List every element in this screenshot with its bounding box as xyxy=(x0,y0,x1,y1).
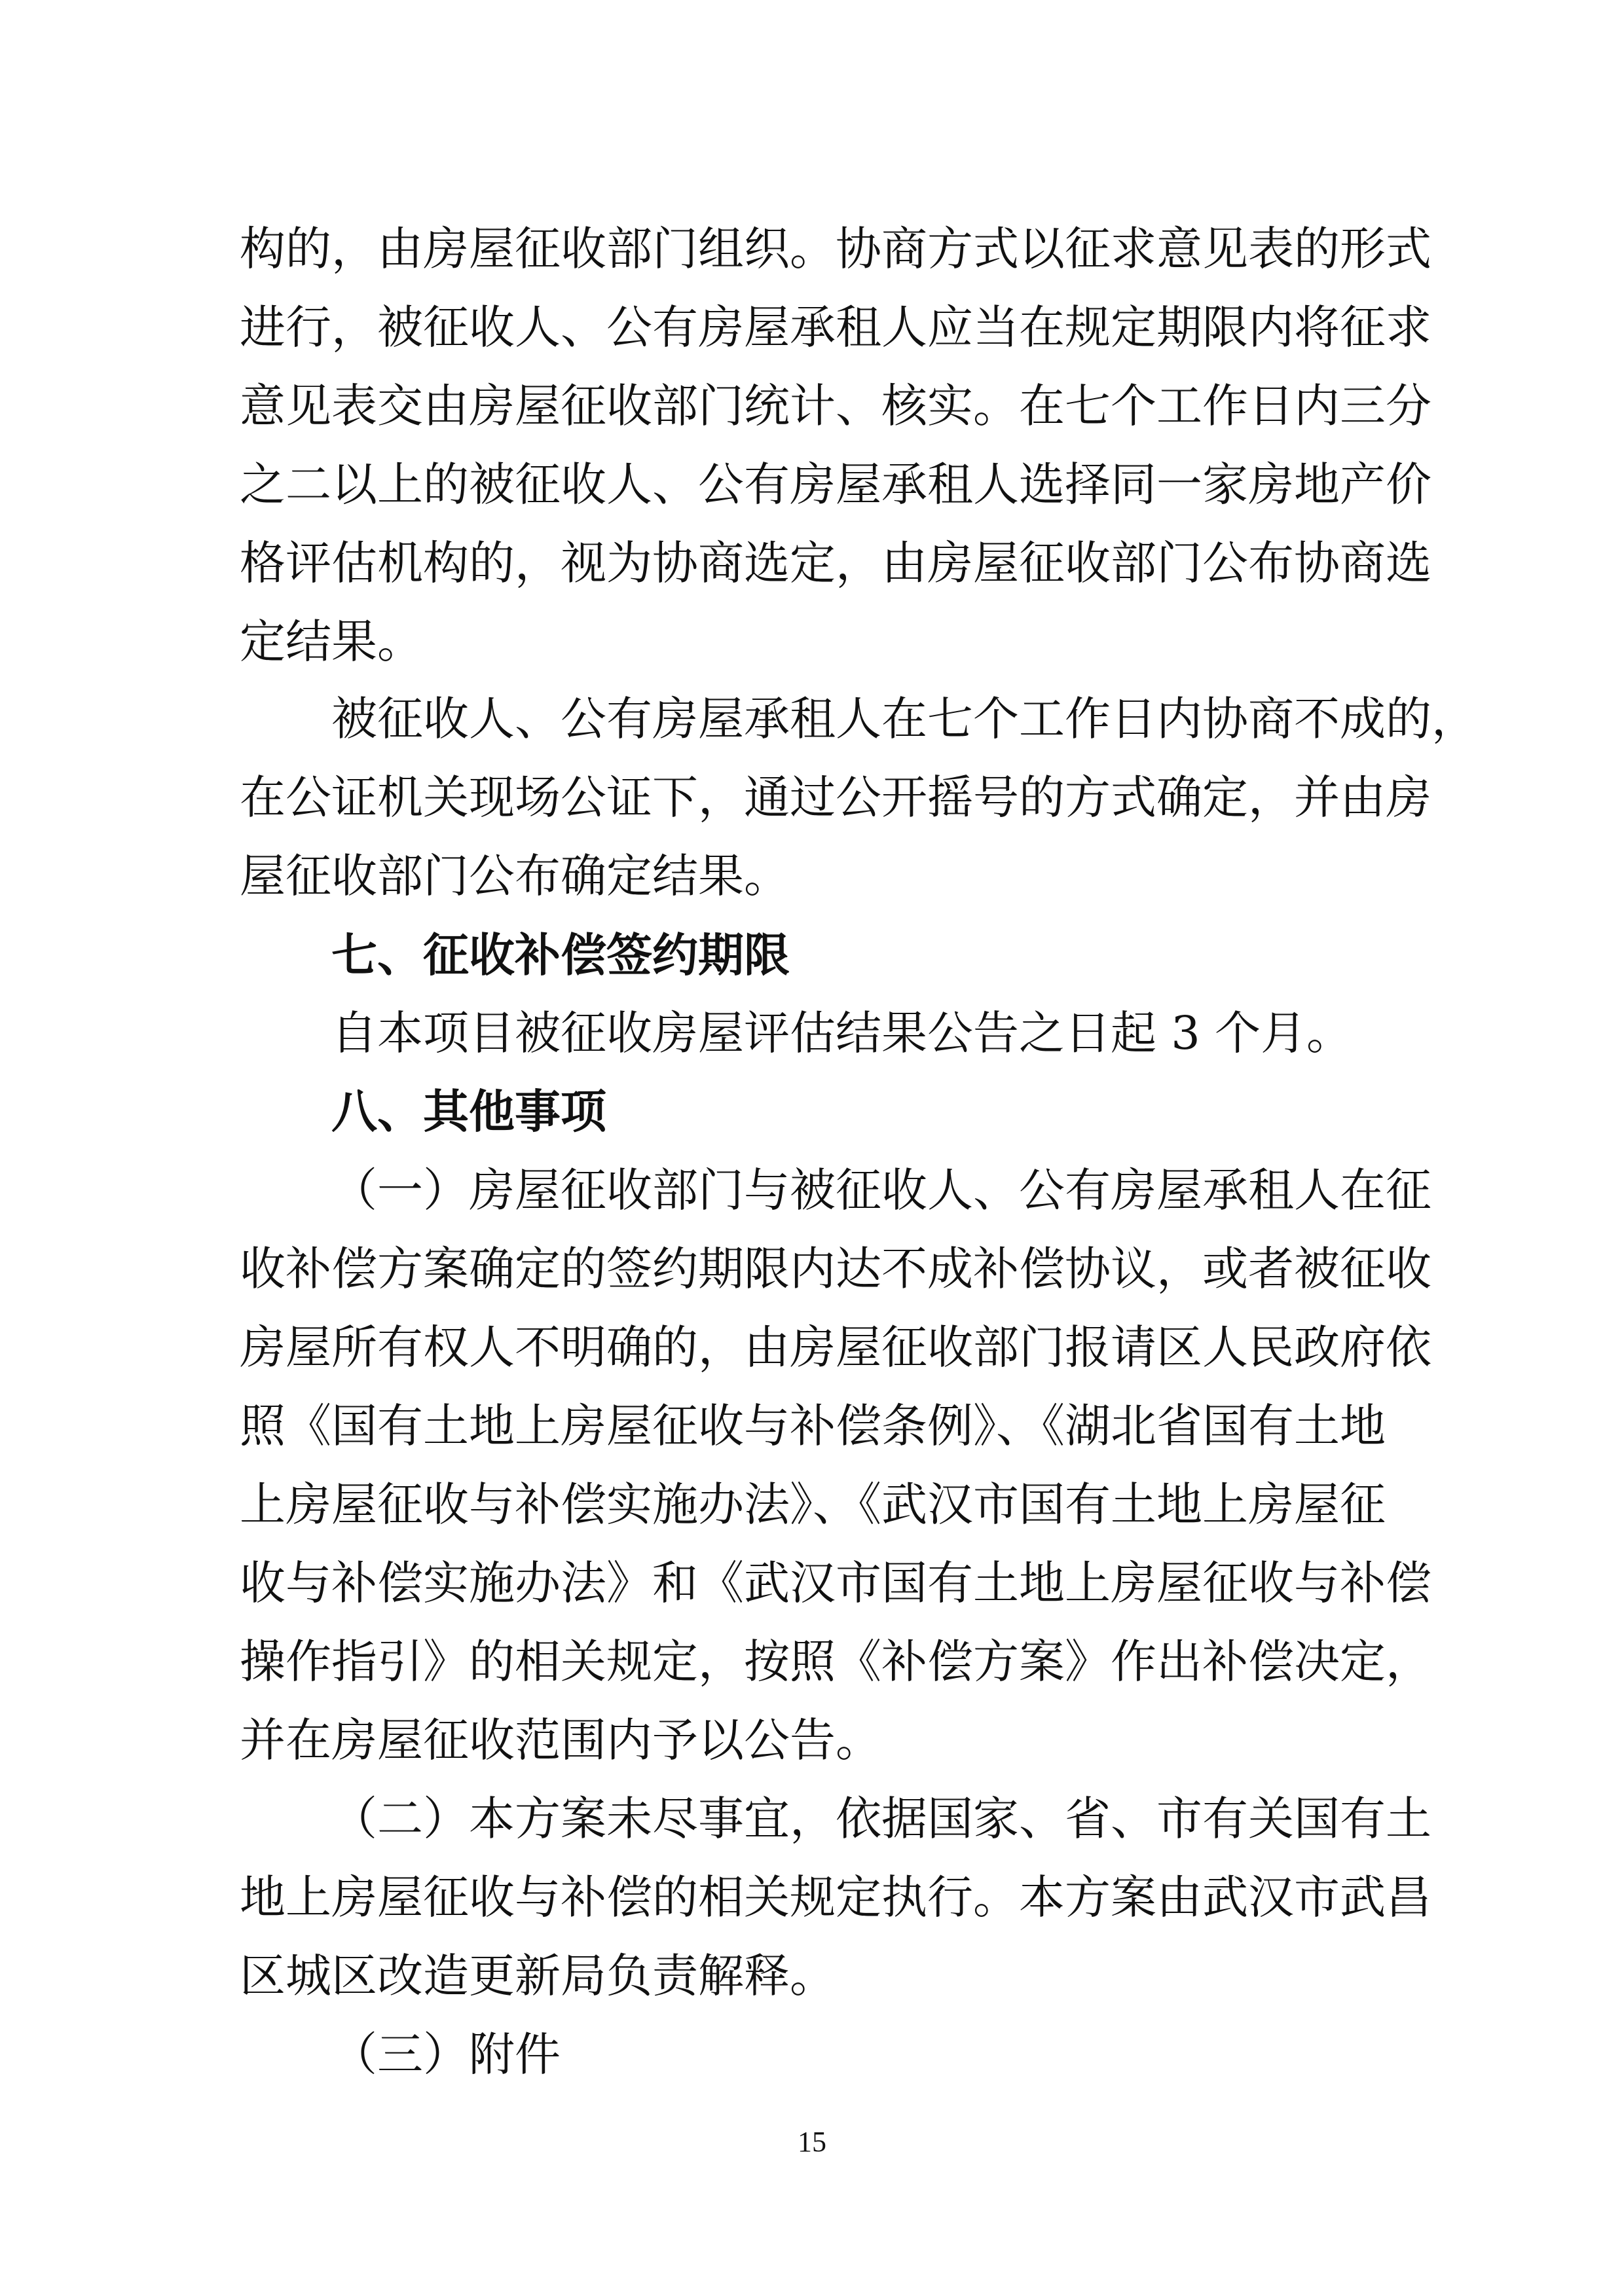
text-line: 屋征收部门公布确定结果。 xyxy=(240,849,790,903)
text-line: 自本项目被征收房屋评估结果公告之日起 3 个月。 xyxy=(331,1006,1353,1060)
text-line: 进行，被征收人、公有房屋承租人应当在规定期限内将征求 xyxy=(240,301,1431,354)
text-line: 并在房屋征收范围内予以公告。 xyxy=(240,1713,881,1767)
text-line: 收与补偿实施办法》和《武汉市国有土地上房屋征收与补偿 xyxy=(240,1556,1431,1610)
section-heading: 七、征收补偿签约期限 xyxy=(331,928,790,982)
text-line: 照《国有土地上房屋征收与补偿条例》、《湖北省国有土地 xyxy=(240,1399,1386,1453)
text-line: 区城区改造更新局负责解释。 xyxy=(240,1949,836,2003)
text-line: 被征收人、公有房屋承租人在七个工作日内协商不成的， xyxy=(331,692,1477,746)
page-number: 15 xyxy=(798,2126,826,2158)
text-line: 操作指引》的相关规定，按照《补偿方案》作出补偿决定， xyxy=(240,1635,1431,1688)
text-line: 意见表交由房屋征收部门统计、核实。在七个工作日内三分 xyxy=(240,379,1431,433)
text-line: 房屋所有权人不明确的，由房屋征收部门报请区人民政府依 xyxy=(240,1321,1431,1374)
text-line: （三）附件 xyxy=(331,2028,561,2081)
text-line: 之二以上的被征收人、公有房屋承租人选择同一家房地产价 xyxy=(240,458,1431,511)
text-line: 格评估机构的，视为协商选定，由房屋征收部门公布协商选 xyxy=(240,536,1431,590)
text-line: （一）房屋征收部门与被征收人、公有房屋承租人在征 xyxy=(331,1163,1431,1217)
text-line: 收补偿方案确定的签约期限内达不成补偿协议，或者被征收 xyxy=(240,1242,1431,1296)
text-line: 在公证机关现场公证下，通过公开摇号的方式确定，并由房 xyxy=(240,771,1431,824)
text-line: 定结果。 xyxy=(240,615,423,668)
text-line: 上房屋征收与补偿实施办法》、《武汉市国有土地上房屋征 xyxy=(240,1478,1386,1531)
text-line: 地上房屋征收与补偿的相关规定执行。本方案由武汉市武昌 xyxy=(240,1870,1431,1924)
section-heading: 八、其他事项 xyxy=(331,1085,606,1139)
text-line: （二）本方案未尽事宜，依据国家、省、市有关国有土 xyxy=(331,1792,1431,1846)
text-line: 构的，由房屋征收部门组织。协商方式以征求意见表的形式 xyxy=(240,222,1431,276)
